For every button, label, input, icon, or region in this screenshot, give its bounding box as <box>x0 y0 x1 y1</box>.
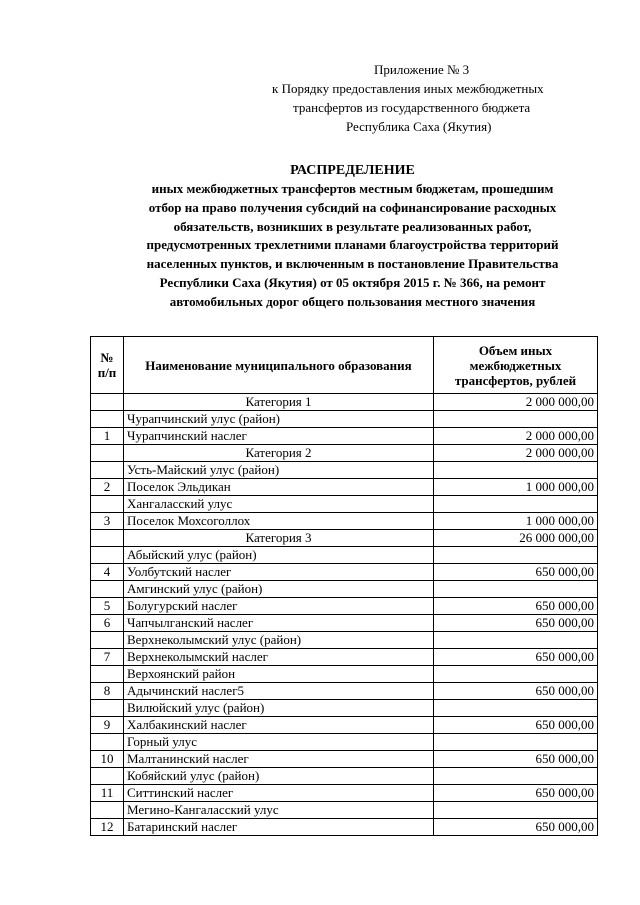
title-line: Республики Саха (Якутия) от 05 октября 2015 г. № 366, на ремонт <box>159 274 546 290</box>
row-number: 1 <box>91 428 124 445</box>
row-number: 3 <box>91 513 124 530</box>
row-amount-cell <box>434 496 598 513</box>
row-amount-cell <box>434 734 598 751</box>
table-row <box>91 666 598 683</box>
row-number: 12 <box>91 819 124 836</box>
transfer-amount: 650 000,00 <box>434 564 598 581</box>
row-num-cell <box>91 411 124 428</box>
distribution-table <box>90 336 598 836</box>
transfer-amount: 650 000,00 <box>434 683 598 700</box>
transfer-amount: 1 000 000,00 <box>434 479 598 496</box>
district-name: Усть-Майский улус (район) <box>124 462 434 479</box>
table-row <box>91 802 598 819</box>
municipality-name: Поселок Мохсоголлох <box>124 513 434 530</box>
municipality-name: Адычинский наслег5 <box>124 683 434 700</box>
header-num: № п/п <box>91 337 124 394</box>
district-name: Горный улус <box>124 734 434 751</box>
title-line: населенных пунктов, и включенным в постановление Правительства <box>146 256 559 272</box>
title-line: отбор на право получения субсидий на софинансирование расходных <box>148 199 557 215</box>
table-row <box>91 462 598 479</box>
municipality-name: Верхнеколымский наслег <box>124 649 434 666</box>
municipality-name: Ситтинский наслег <box>124 785 434 802</box>
appendix-line-3: трансфертов из государственного бюджета <box>293 100 531 115</box>
row-amount-cell <box>434 581 598 598</box>
transfer-amount: 650 000,00 <box>434 751 598 768</box>
municipality-name: Поселок Эльдикан <box>124 479 434 496</box>
row-num-cell <box>91 547 124 564</box>
appendix-number: Приложение № 3 <box>374 62 470 77</box>
table-row <box>91 751 598 768</box>
district-name: Чурапчинский улус (район) <box>124 411 434 428</box>
category-amount: 26 000 000,00 <box>434 530 598 547</box>
table-row <box>91 717 598 734</box>
title-line: автомобильных дорог общего пользования местного значения <box>169 293 536 309</box>
table-row <box>91 513 598 530</box>
district-name: Вилюйский улус (район) <box>124 700 434 717</box>
table-row <box>91 547 598 564</box>
table-row <box>91 581 598 598</box>
row-num-cell <box>91 666 124 683</box>
title-line: предусмотренных трехлетними планами благоустройства территорий <box>146 237 559 253</box>
row-num-cell <box>91 632 124 649</box>
row-amount-cell <box>434 632 598 649</box>
table-header-row <box>91 337 598 394</box>
appendix-line-2: к Порядку предоставления иных межбюджетных <box>272 81 544 96</box>
table-body <box>91 394 598 836</box>
district-name: Хангаласский улус <box>124 496 434 513</box>
table-row <box>91 445 598 462</box>
transfer-amount: 1 000 000,00 <box>434 513 598 530</box>
row-number: 10 <box>91 751 124 768</box>
row-num-cell <box>91 462 124 479</box>
row-amount-cell <box>434 547 598 564</box>
municipality-name: Малтанинский наслег <box>124 751 434 768</box>
title-line: иных межбюджетных трансфертов местным бюджетам, прошедшим <box>151 181 554 196</box>
row-number: 9 <box>91 717 124 734</box>
row-num-cell <box>91 802 124 819</box>
header-name: Наименование муниципального образования <box>124 337 434 394</box>
transfer-amount: 2 000 000,00 <box>434 428 598 445</box>
row-amount-cell <box>434 802 598 819</box>
category-name: Категория 3 <box>124 530 434 547</box>
table-row <box>91 411 598 428</box>
table-row <box>91 785 598 802</box>
table-row <box>91 700 598 717</box>
row-amount-cell <box>434 666 598 683</box>
district-name: Мегино-Кангаласский улус <box>124 802 434 819</box>
transfer-amount: 650 000,00 <box>434 717 598 734</box>
transfer-amount: 650 000,00 <box>434 615 598 632</box>
row-num-cell <box>91 394 124 411</box>
row-number: 2 <box>91 479 124 496</box>
row-num-cell <box>91 445 124 462</box>
table-row <box>91 819 598 836</box>
municipality-name: Чапчылганский наслег <box>124 615 434 632</box>
table-row <box>91 768 598 785</box>
appendix-line-4: Республика Саха (Якутия) <box>346 119 492 134</box>
row-number: 11 <box>91 785 124 802</box>
municipality-name: Батаринский наслег <box>124 819 434 836</box>
transfer-amount: 650 000,00 <box>434 649 598 666</box>
row-number: 5 <box>91 598 124 615</box>
table-row <box>91 598 598 615</box>
row-num-cell <box>91 530 124 547</box>
row-num-cell <box>91 700 124 717</box>
district-name: Верхоянский район <box>124 666 434 683</box>
municipality-name: Чурапчинский наслег <box>124 428 434 445</box>
row-number: 7 <box>91 649 124 666</box>
municipality-name: Халбакинский наслег <box>124 717 434 734</box>
header-amount: Объем иных межбюджетных трансфертов, рублей <box>434 337 598 394</box>
transfer-amount: 650 000,00 <box>434 785 598 802</box>
table-row <box>91 734 598 751</box>
row-amount-cell <box>434 411 598 428</box>
row-num-cell <box>91 496 124 513</box>
row-number: 6 <box>91 615 124 632</box>
row-amount-cell <box>434 768 598 785</box>
transfer-amount: 650 000,00 <box>434 819 598 836</box>
district-name: Амгинский улус (район) <box>124 581 434 598</box>
row-num-cell <box>91 768 124 785</box>
transfer-amount: 650 000,00 <box>434 598 598 615</box>
category-name: Категория 1 <box>124 394 434 411</box>
table-row <box>91 649 598 666</box>
title-line: обязательств, возникших в результате реализованных работ, <box>173 218 532 234</box>
document-title <box>60 162 640 312</box>
municipality-name: Уолбутский наслег <box>124 564 434 581</box>
table-row <box>91 615 598 632</box>
category-amount: 2 000 000,00 <box>434 445 598 462</box>
district-name: Кобяйский улус (район) <box>124 768 434 785</box>
category-name: Категория 2 <box>124 445 434 462</box>
row-num-cell <box>91 734 124 751</box>
table-row <box>91 564 598 581</box>
table-row <box>91 496 598 513</box>
table-row <box>91 479 598 496</box>
row-number: 8 <box>91 683 124 700</box>
municipality-name: Болугурский наслег <box>124 598 434 615</box>
district-name: Абыйский улус (район) <box>124 547 434 564</box>
row-amount-cell <box>434 462 598 479</box>
table-row <box>91 632 598 649</box>
district-name: Верхнеколымский улус (район) <box>124 632 434 649</box>
table-row <box>91 428 598 445</box>
table-row <box>91 683 598 700</box>
table-row <box>91 394 598 411</box>
title-heading: РАСПРЕДЕЛЕНИЕ <box>290 163 415 178</box>
row-amount-cell <box>434 700 598 717</box>
table-row <box>91 530 598 547</box>
row-num-cell <box>91 581 124 598</box>
row-number: 4 <box>91 564 124 581</box>
category-amount: 2 000 000,00 <box>434 394 598 411</box>
